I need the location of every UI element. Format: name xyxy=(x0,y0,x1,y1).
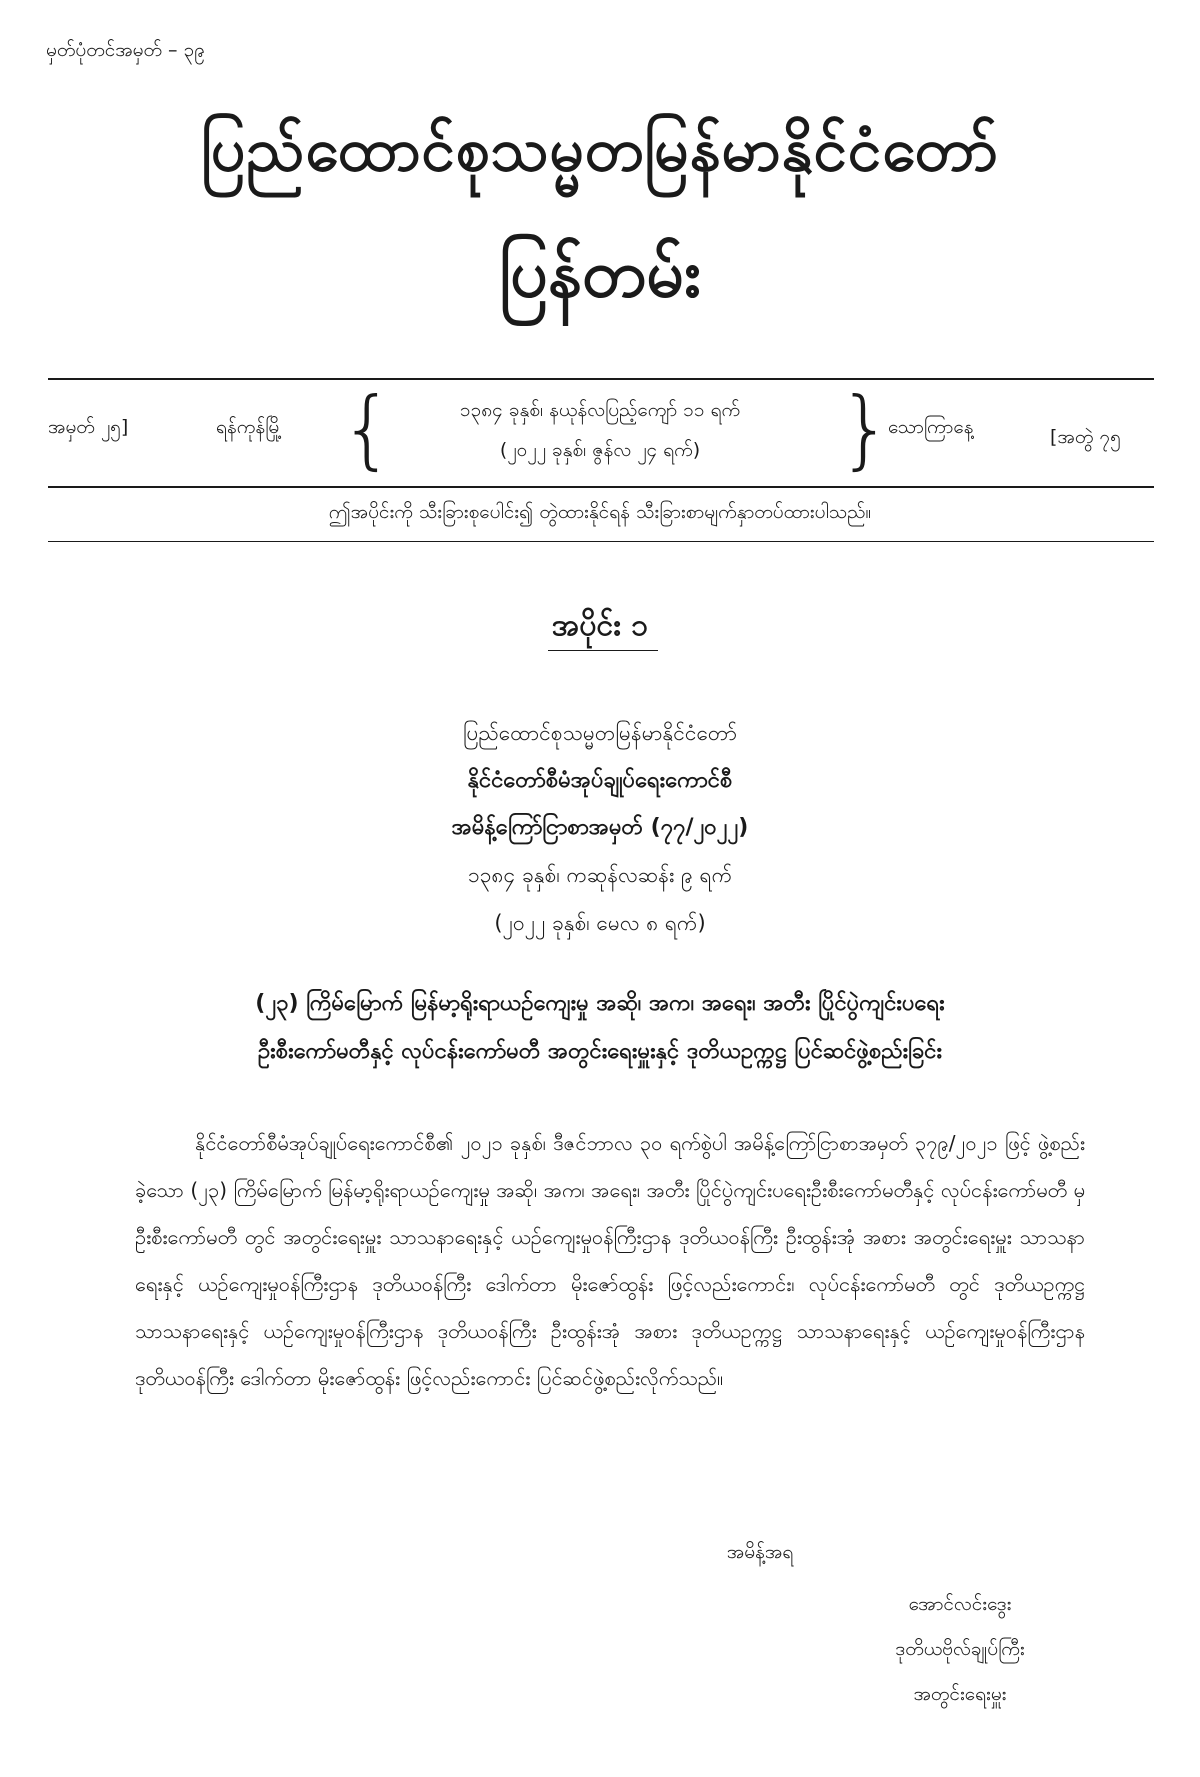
masthead-top-rule xyxy=(48,378,1154,380)
city-name: ရန်ကုန်မြို့ xyxy=(216,416,283,438)
volume-label: [အတွဲ ၇၅ xyxy=(1050,426,1121,448)
order-date-myanmar: ၁၃၈၄ ခုနှစ်၊ ကဆုန်လဆန်း ၉ ရက် xyxy=(467,863,733,887)
issue-date-myanmar: ၁၃၈၄ ခုနှစ်၊ နယုန်လပြည့်ကျော် ၁၁ ရက် xyxy=(459,399,741,421)
subject-line-1: (၂၃) ကြိမ်မြောက် မြန်မာ့ရိုးရာယဉ်ကျေးမှု အဆို၊ အက၊ အရေး၊ အတီး ပြိုင်ပွဲကျင်းပရေး xyxy=(255,991,945,1016)
order-number: အမိန့်ကြော်ငြာစာအမှတ် (၇၇/၂၀၂၂) xyxy=(451,815,749,840)
gazette-subtitle: ပြန်တမ်း xyxy=(499,235,701,312)
weekday: သောကြာနေ့ xyxy=(888,416,974,438)
registration-number: မှတ်ပုံတင်အမှတ် – ၃၉ xyxy=(46,39,205,61)
masthead-bottom-rule xyxy=(48,541,1154,542)
signatory-rank: ဒုတိယဗိုလ်ချုပ်ကြီး xyxy=(895,1638,1025,1660)
right-brace: } xyxy=(838,379,893,479)
left-brace: { xyxy=(340,379,395,479)
masthead-middle-rule xyxy=(48,486,1154,488)
part-label: အပိုင်း ၁ xyxy=(551,608,649,643)
part-underline xyxy=(548,650,658,651)
gazette-title: ပြည်ထောင်စုသမ္မတမြန်မာနိုင်ငံတော် xyxy=(201,115,999,185)
order-date-gregorian: (၂၀၂၂ ခုနှစ်၊ မေလ ၈ ရက်) xyxy=(494,911,706,935)
issuer-council: နိုင်ငံတော်စီမံအုပ်ချုပ်ရေးကောင်စီ xyxy=(467,768,733,793)
by-order: အမိန့်အရ xyxy=(726,1541,794,1563)
signatory-name: အောင်လင်းဒွေး xyxy=(908,1593,1012,1615)
order-body-paragraph: နိုင်ငံတော်စီမံအုပ်ချုပ်ရေးကောင်စီ၏ ၂၀၂၁ ခုနှစ်၊ ဒီဇင်ဘာလ ၃၀ ရက်စွဲပါ အမိန့်ကြော်ငြာစာအမှတ် ၃၇၉/၂၀၂၁ ဖြင့် ဖွဲ့စည်းခဲ့သော (၂၃) ကြိမ်မြောက် မြန်မာ့ရိုးရာယဉ်ကျေးမှု အဆို၊ အက၊ အရေး၊ အတီး ပြိုင်ပွဲကျင်းပရေးဦးစီးကော်မတီနှင့် လုပ်ငန်းကော်မတီ မှ ဦးစီးကော်မတီ တွင် အတွင်းရေးမှူး သာသနာရေးနှင့် ယဉ်ကျေးမှုဝန်ကြီးဌာန ဒုတိယဝန်ကြီး ဦးထွန်းအုံ အစား အတွင်းရေးမှူး သာသနာရေးနှင့် ယဉ်ကျေးမှုဝန်ကြီးဌာန ဒုတိယဝန်ကြီး ဒေါက်တာ မိုးဇော်ထွန်း ဖြင့်လည်းကောင်း၊ လုပ်ငန်းကော်မတီ တွင် ဒုတိယဥက္ကဋ္ဌ သာသနာရေးနှင့် ယဉ်ကျေးမှုဝန်ကြီးဌာန ဒုတိယဝန်ကြီး ဦးထွန်းအုံ အစား ဒုတိယဥက္ကဋ္ဌ သာသနာရေးနှင့် ယဉ်ကျေးမှုဝန်ကြီးဌာန ဒုတိယဝန်ကြီး ဒေါက်တာ မိုးဇော်ထွန်း ဖြင့်လည်းကောင်း ပြင်ဆင်ဖွဲ့စည်းလိုက်သည်။ xyxy=(135,1131,1085,1390)
signatory-title: အတွင်းရေးမှူး xyxy=(913,1683,1007,1705)
issuer-country: ပြည်ထောင်စုသမ္မတမြန်မာနိုင်ငံတော် xyxy=(462,721,737,745)
subject-line-2: ဦးစီးကော်မတီနှင့် လုပ်ငန်းကော်မတီ အတွင်းရေးမှူးနှင့် ဒုတိယဥက္ကဋ္ဌ ပြင်ဆင်ဖွဲ့စည်းခြင်း xyxy=(257,1039,943,1064)
separate-paging-notice: ဤအပိုင်းကို သီးခြားစုပေါင်း၍ တွဲထားနိုင်ရန် သီးခြားစာမျက်နှာတပ်ထားပါသည်။ xyxy=(328,501,872,523)
issue-date-gregorian: (၂၀၂၂ ခုနှစ်၊ ဇွန်လ ၂၄ ရက်) xyxy=(499,439,701,461)
volume-number xyxy=(1050,415,1121,453)
issue-number: အမှတ် ၂၅] xyxy=(48,416,129,438)
